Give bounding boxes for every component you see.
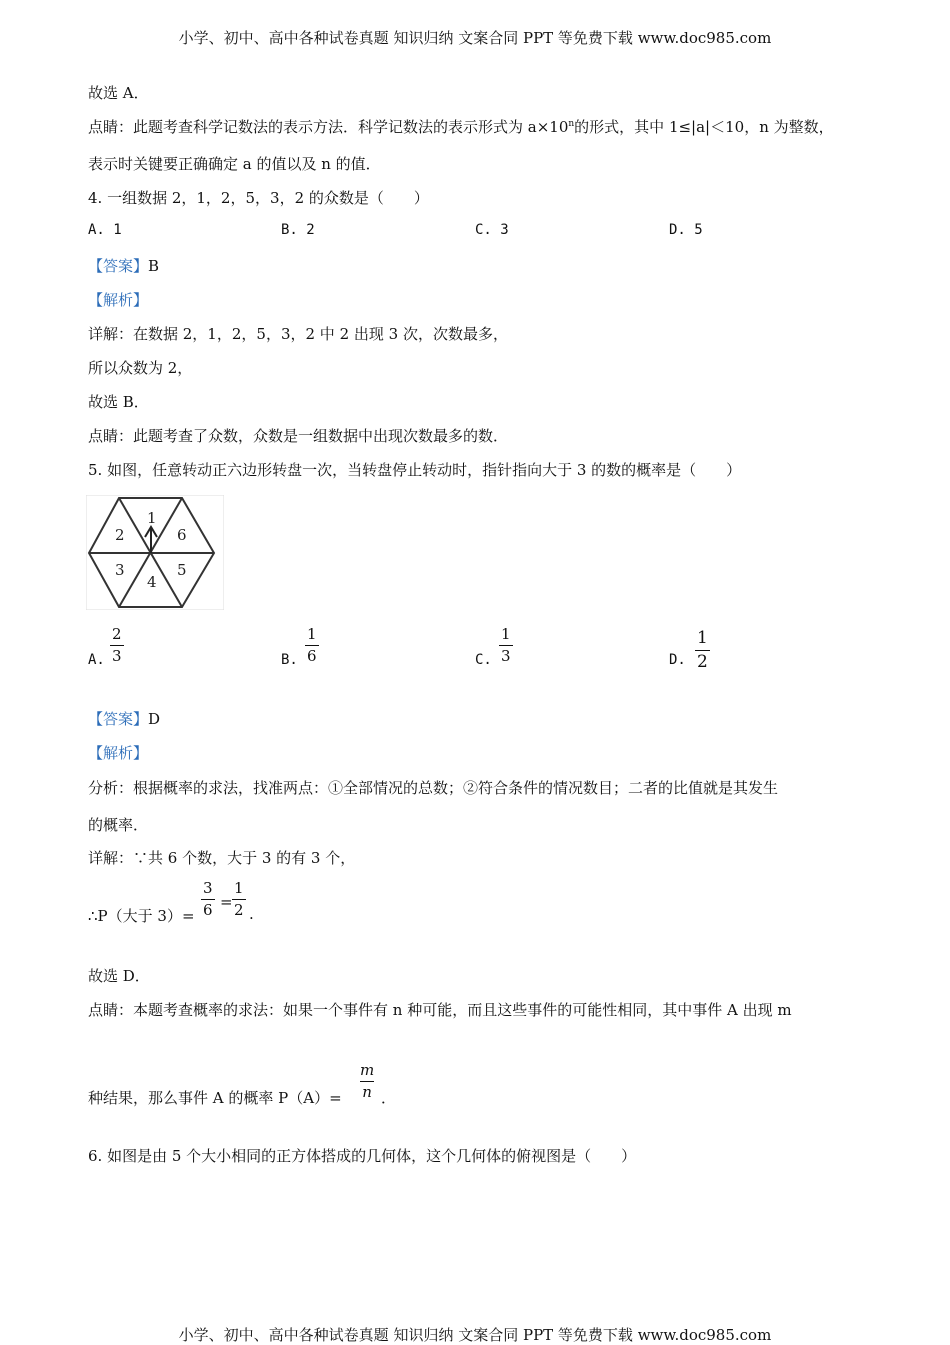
- q5-note-line1: 点睛：本题考查概率的求法：如果一个事件有 n 种可能，而且这些事件的可能性相同，其中事件 A 出现 m: [88, 1001, 792, 1019]
- q5-analysis-tag: 【解析】: [88, 744, 149, 762]
- q5-option-c-label: C.: [475, 652, 492, 668]
- q5-equation-end: .: [249, 905, 254, 923]
- answer-tag: 【答案】: [88, 257, 149, 275]
- hexagon-spinner-figure: [86, 495, 224, 610]
- q4-option-c: C. 3: [475, 222, 509, 238]
- q5-equation-prefix: ∴P（大于 3）=: [88, 907, 195, 925]
- q6-stem: 6. 如图是由 5 个大小相同的正方体搭成的几何体，这个几何体的俯视图是（ ）: [88, 1147, 637, 1165]
- q4-option-d: D. 5: [669, 222, 703, 238]
- q4-stem: 4. 一组数据 2，1，2，5，3，2 的众数是（ ）: [88, 189, 429, 207]
- q5-option-b-label: B.: [281, 652, 298, 668]
- spinner-number: 1: [147, 509, 157, 527]
- q4-answer: [88, 255, 159, 276]
- q5-answer: [88, 708, 160, 729]
- spinner-number: 4: [147, 573, 157, 591]
- q5-equation-fraction-2: $\frac{1}{2}$: [234, 879, 244, 919]
- q5-option-a-label: A.: [88, 652, 105, 668]
- q5-stem: 5. 如图，任意转动正六边形转盘一次，当转盘停止转动时，指针指向大于 3 的数的概率是（ ）: [88, 461, 742, 479]
- spinner-number: 6: [177, 526, 187, 544]
- q4-note: 点睛：此题考查了众数，众数是一组数据中出现次数最多的数．: [88, 427, 509, 445]
- q4-detail-1: 详解：在数据 2，1，2，5，3，2 中 2 出现 3 次，次数最多，: [88, 325, 508, 343]
- q4-analysis-tag: 【解析】: [88, 291, 149, 309]
- q5-analysis-line1: 分析：根据概率的求法，找准两点：①全部情况的总数；②符合条件的情况数目；二者的比值就是其发生: [88, 779, 779, 797]
- answer-tag: 【答案】: [88, 710, 149, 728]
- spinner-number: 5: [177, 561, 187, 579]
- q5-equation-fraction-1: $\frac{3}{6}$: [203, 879, 213, 919]
- page-header: 小学、初中、高中各种试卷真题 知识归纳 文案合同 PPT 等免费下载 www.doc985.com: [178, 29, 772, 47]
- spinner-number: 2: [115, 526, 125, 544]
- q5-equation-equals: =: [220, 893, 233, 911]
- q5-option-a-fraction: $\frac{2}{3}$: [112, 625, 122, 665]
- q4-detail-3: 故选 B．: [88, 393, 149, 411]
- q5-option-d-fraction: $\frac{1}{2}$: [697, 628, 708, 672]
- q5-option-b-fraction: $\frac{1}{6}$: [307, 625, 317, 665]
- q5-note-fraction: $\frac{m}{n}$: [360, 1061, 375, 1101]
- q3-note-line2: 表示时关键要正确确定 a 的值以及 n 的值．: [88, 155, 381, 173]
- q3-conclusion: 故选 A．: [88, 84, 149, 102]
- q5-option-d-label: D.: [669, 652, 686, 668]
- q5-note-line2: 种结果，那么事件 A 的概率 P（A）=: [88, 1089, 342, 1107]
- spinner-number: 3: [115, 561, 125, 579]
- q5-detail-3: 故选 D．: [88, 967, 150, 985]
- q4-option-a: A. 1: [88, 222, 122, 238]
- q4-option-b: B. 2: [281, 222, 315, 238]
- page-footer: 小学、初中、高中各种试卷真题 知识归纳 文案合同 PPT 等免费下载 www.doc985.com: [178, 1326, 772, 1344]
- q5-option-c-fraction: $\frac{1}{3}$: [501, 625, 511, 665]
- answer-value: B: [148, 257, 160, 275]
- q5-note-end: ．: [381, 1089, 397, 1107]
- q5-detail-1: 详解：∵共 6 个数，大于 3 的有 3 个，: [88, 849, 356, 867]
- answer-value: D: [148, 710, 161, 728]
- q4-detail-2: 所以众数为 2，: [88, 359, 193, 377]
- q5-analysis-line2: 的概率．: [88, 816, 149, 834]
- q3-note-line1: 点睛：此题考查科学记数法的表示方法．科学记数法的表示形式为 $a\times 10^n$的形式，其中 1≤|a|＜10，n 为整数，: [88, 118, 834, 136]
